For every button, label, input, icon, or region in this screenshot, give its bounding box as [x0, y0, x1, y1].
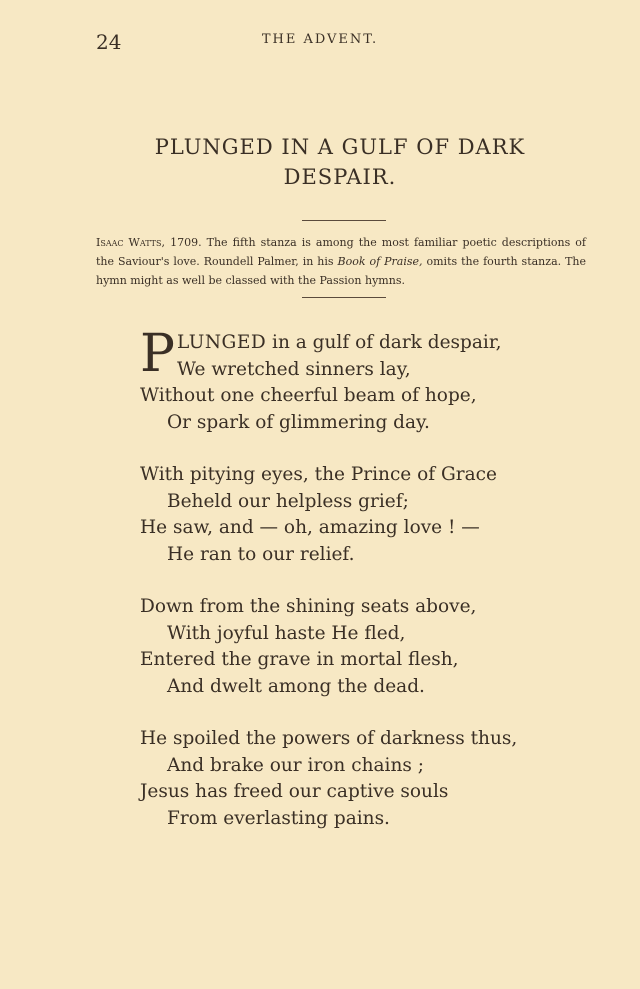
running-title: THE ADVENT. [261, 32, 379, 47]
hymn-text [140, 324, 560, 858]
stanza-2-line-4: He ran to our relief. [167, 543, 355, 565]
stanza-4-line-1: He spoiled the powers of darkness thus, [140, 728, 518, 749]
stanza-3 [140, 594, 560, 700]
first-line-rest: in a gulf of dark despair, [266, 332, 502, 353]
stanza-1-line-2: We wretched sinners lay, [177, 358, 411, 380]
stanza-2-line-2: Beheld our helpless grief; [167, 490, 409, 512]
note-text-1: The fifth stanza is among the most familiar poetic descriptions of the Saviour's love. Roundell Palmer, in his [96, 236, 586, 268]
page-number: 24 [96, 30, 122, 54]
stanza-4-line-4: From everlasting pains. [167, 807, 390, 829]
stanza-1-line-3: Without one cheerful beam of hope, [140, 385, 477, 406]
stanza-3-line-1: Down from the shining seats above, [140, 596, 477, 617]
stanza-1 [140, 324, 560, 436]
stanza-3-line-4: And dwelt among the dead. [167, 675, 425, 697]
stanza-4-line-3: Jesus has freed our captive souls [140, 781, 449, 802]
dropcap-rest: LUNGED [177, 332, 267, 353]
stanza-2 [140, 462, 560, 568]
stanza-3-line-3: Entered the grave in mortal flesh, [140, 649, 459, 670]
stanza-4 [140, 726, 560, 832]
drop-cap: P [140, 324, 175, 384]
running-head [96, 30, 544, 54]
stanza-2-line-1: With pitying eyes, the Prince of Grace [140, 464, 497, 485]
stanza-4-line-2: And brake our iron chains ; [167, 754, 424, 776]
stanza-3-line-2: With joyful haste He fled, [167, 622, 406, 644]
note-author: Isaac Watts [96, 236, 162, 249]
note-text-2: omits the fourth stanza. The hymn might as well be classed with the Passion hymns. [96, 255, 587, 287]
stanza-1-line-4: Or spark of glimmering day. [167, 411, 430, 433]
note-book-title: Book of Praise, [337, 255, 423, 268]
top-rule [302, 220, 386, 221]
stanza-2-line-3: He saw, and — oh, amazing love ! — [140, 517, 480, 538]
hymn-note: Isaac Watts, 1709. The fifth stanza is among the most familiar poetic descriptions of the Saviour's love. Roundell Palmer, in his Book of Praise, omits the fourth stanza. The hymn might as well be classed with the Passion hymns. [96, 236, 587, 287]
hymn-title: PLUNGED IN A GULF OF DARK DESPAIR. [154, 135, 526, 189]
note-year: 1709. [170, 236, 202, 249]
bottom-rule [302, 297, 386, 298]
